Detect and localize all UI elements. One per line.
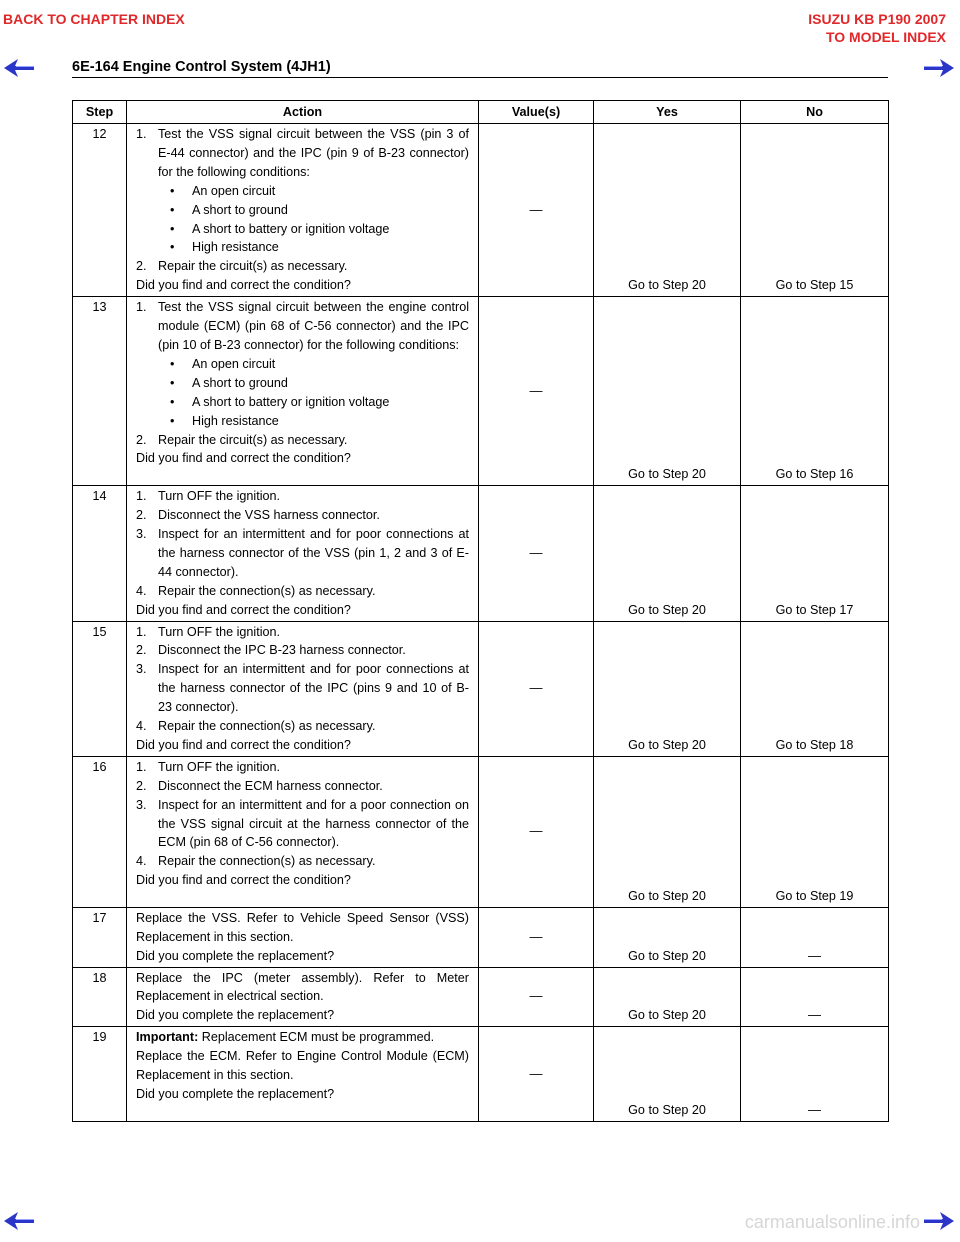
table-row: [73, 486, 889, 621]
model-title-link[interactable]: ISUZU KB P190 2007: [808, 11, 946, 27]
action-question: Did you find and correct the condition?: [136, 451, 351, 466]
action-item: Test the VSS signal circuit between the VSS (pin 3 of E-44 connector) and the IPC (pin 9 of B-23 connector) for the following conditions:: [158, 127, 469, 179]
action-cell: [127, 967, 479, 1027]
value-cell: —: [479, 124, 594, 297]
no-cell: Go to Step 17: [741, 486, 889, 621]
table-row: [73, 297, 889, 486]
action-cell: 1. Turn OFF the ignition. 2. Disconnect the VSS harness connector. 3. Inspect for an intermittent and for poor connections at the harness connector of the VSS (pin 1, 2 and 3 of E-44 connector). 4. Repair the connection(s) as necessary. Did you find and correct the condition?: [127, 486, 479, 621]
condition-bullet: A short to ground: [192, 202, 288, 217]
prev-page-bottom-arrow-icon[interactable]: [2, 1210, 36, 1232]
step-number: 13: [73, 297, 127, 486]
prev-page-arrow-icon[interactable]: [2, 57, 36, 79]
condition-bullet: A short to battery or ignition voltage: [192, 394, 390, 409]
action-text: Replace the ECM. Refer to Engine Control Module (ECM) Replacement in this section.: [136, 1049, 469, 1083]
action-item: Turn OFF the ignition.: [158, 489, 281, 504]
no-cell: Go to Step 18: [741, 621, 889, 756]
action-question: Did you find and correct the condition?: [136, 873, 351, 888]
action-question: Did you complete the replacement?: [136, 948, 335, 963]
action-question: Did you complete the replacement?: [136, 1087, 335, 1101]
action-item: Disconnect the IPC B-23 harness connector.: [158, 643, 406, 658]
action-item: Turn OFF the ignition.: [158, 624, 281, 639]
header-rule: [72, 77, 888, 78]
value-cell: —: [479, 486, 594, 621]
action-question: Did you complete the replacement?: [136, 1008, 335, 1023]
table-row: [73, 907, 889, 967]
value-cell: —: [479, 756, 594, 907]
important-text: Replacement ECM must be programmed.: [201, 1030, 435, 1045]
yes-cell: Go to Step 20: [594, 907, 741, 967]
table-row: [73, 124, 889, 297]
table-header-row: [73, 101, 889, 124]
action-text: Replace the VSS. Refer to Vehicle Speed Sensor (VSS) Replacement in this section.: [136, 910, 469, 944]
action-question: Did you find and correct the condition?: [136, 602, 351, 617]
condition-bullet: High resistance: [192, 413, 279, 428]
yes-cell: Go to Step 20: [594, 967, 741, 1027]
action-item: Inspect for an intermittent and for poor connections at the harness connector of the VSS (pin 1, 2 and 3 of E-44 connector).: [158, 526, 469, 579]
step-number: 16: [73, 756, 127, 907]
header-action: Action: [127, 101, 479, 124]
header-step: Step: [73, 101, 127, 124]
yes-cell: Go to Step 20: [594, 486, 741, 621]
yes-cell: Go to Step 20: [594, 1027, 741, 1122]
model-index-link[interactable]: TO MODEL INDEX: [825, 29, 946, 45]
action-item: Disconnect the ECM harness connector.: [158, 778, 383, 793]
step-number: 12: [73, 124, 127, 297]
condition-bullet: A short to ground: [192, 375, 288, 390]
header-values: Value(s): [479, 101, 594, 124]
yes-cell: Go to Step 20: [594, 124, 741, 297]
no-cell: Go to Step 16: [741, 297, 889, 486]
action-item: Repair the connection(s) as necessary.: [158, 854, 376, 869]
yes-cell: Go to Step 20: [594, 297, 741, 486]
page-header: 6E-164 Engine Control System (4JH1): [72, 59, 331, 75]
action-cell: 1. Turn OFF the ignition. 2. Disconnect the ECM harness connector. 3. Inspect for an intermittent and for a poor connection on the VSS signal circuit at the harness connector of the ECM (pin 68 of C-56 connector). 4. Repair the connection(s) as necessary. Did you find and correct the condition?: [127, 756, 479, 907]
condition-bullet: An open circuit: [192, 356, 276, 371]
header-no: No: [741, 101, 889, 124]
action-item: Repair the circuit(s) as necessary.: [158, 259, 348, 274]
yes-cell: Go to Step 20: [594, 756, 741, 907]
action-question: Did you find and correct the condition?: [136, 278, 351, 293]
action-cell: 1. Test the VSS signal circuit between the VSS (pin 3 of E-44 connector) and the IPC (pin 9 of B-23 connector) for the following conditions: • An open circuit • A short to ground • A short to battery or ignition voltage • High resistance 2. Repair the circuit(s) as necessary. Did you find and correct the condition?: [127, 124, 479, 297]
step-number: 15: [73, 621, 127, 756]
no-cell: —: [741, 907, 889, 967]
step-number: 14: [73, 486, 127, 621]
action-cell: [127, 907, 479, 967]
value-cell: —: [479, 297, 594, 486]
action-item: Repair the connection(s) as necessary.: [158, 583, 376, 598]
action-cell: [127, 1027, 479, 1122]
value-cell: —: [479, 967, 594, 1027]
action-item: Inspect for an intermittent and for a poor connection on the VSS signal circuit at the harness connector of the ECM (pin 68 of C-56 connector).: [158, 797, 469, 850]
no-cell: Go to Step 19: [741, 756, 889, 907]
value-cell: —: [479, 621, 594, 756]
back-to-chapter-index-link[interactable]: BACK TO CHAPTER INDEX: [3, 11, 185, 27]
action-item: Repair the circuit(s) as necessary.: [158, 432, 348, 447]
action-item: Inspect for an intermittent and for poor connections at the harness connector of the IPC (pins 9 and 10 of B-23 connector).: [158, 662, 469, 715]
important-note: [136, 1028, 469, 1047]
no-cell: —: [741, 1027, 889, 1122]
yes-cell: Go to Step 20: [594, 621, 741, 756]
action-text: Replace the IPC (meter assembly). Refer to Meter Replacement in electrical section.: [136, 970, 469, 1004]
diagnostic-table: [72, 100, 889, 1122]
watermark: carmanualsonline.info: [744, 1212, 920, 1232]
header-yes: Yes: [594, 101, 741, 124]
condition-bullet: An open circuit: [192, 183, 276, 198]
next-page-bottom-arrow-icon[interactable]: [922, 1210, 956, 1232]
value-cell: —: [479, 1027, 594, 1122]
action-item: Turn OFF the ignition.: [158, 759, 281, 774]
step-number: 19: [73, 1027, 127, 1122]
condition-bullet: A short to battery or ignition voltage: [192, 221, 390, 236]
action-question: Did you find and correct the condition?: [136, 737, 351, 752]
action-cell: 1. Test the VSS signal circuit between the engine control module (ECM) (pin 68 of C-56 connector) and the IPC (pin 10 of B-23 connector) for the following conditions: • An open circuit • A short to ground • A short to battery or ignition voltage • High resistance 2. Repair the circuit(s) as necessary. Did you find and correct the condition?: [127, 297, 479, 486]
condition-bullet: High resistance: [192, 240, 279, 255]
next-page-arrow-icon[interactable]: [922, 57, 956, 79]
action-cell: 1. Turn OFF the ignition. 2. Disconnect the IPC B-23 harness connector. 3. Inspect for an intermittent and for poor connections at the harness connector of the IPC (pins 9 and 10 of B-23 connector). 4. Repair the connection(s) as necessary. Did you find and correct the condition?: [127, 621, 479, 756]
table-row: [73, 1027, 889, 1122]
step-number: 18: [73, 967, 127, 1027]
no-cell: —: [741, 967, 889, 1027]
step-number: 17: [73, 907, 127, 967]
table-row: [73, 967, 889, 1027]
action-item: Repair the connection(s) as necessary.: [158, 719, 376, 734]
action-item: Test the VSS signal circuit between the engine control module (ECM) (pin 68 of C-56 connector) and the IPC (pin 10 of B-23 connector) for the following conditions:: [158, 300, 469, 352]
table-row: [73, 756, 889, 907]
action-item: Disconnect the VSS harness connector.: [158, 508, 380, 523]
value-cell: —: [479, 907, 594, 967]
no-cell: Go to Step 15: [741, 124, 889, 297]
table-row: [73, 621, 889, 756]
important-label: Important:: [136, 1030, 199, 1045]
